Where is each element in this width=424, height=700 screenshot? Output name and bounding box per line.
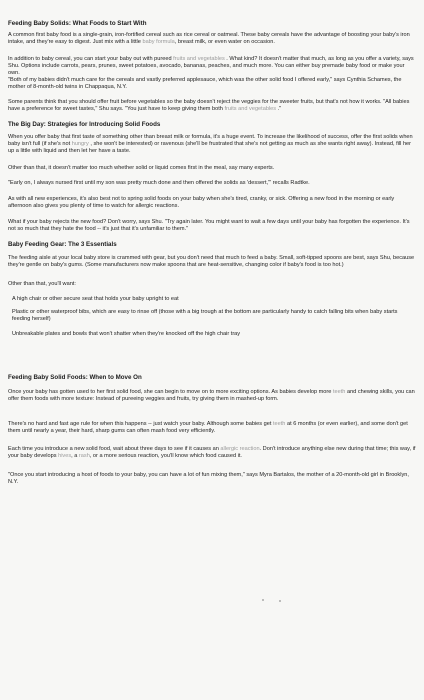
paragraph: As with all new experiences, it's also best not to spring solid foods on your baby when she's tired, cranky, or sick. Offering a new food in the morning or early afternoon also gives you plenty of time to watch for allergic reactions. [8,196,395,210]
text: . Don't introduce anything else new during that time; this way, if your baby develops [8,446,416,460]
link-hives[interactable]: hives [58,453,72,460]
paragraph: Other than that, you'll want: [8,281,76,287]
link-allergic-reaction[interactable]: allergic reaction [220,446,260,452]
text: ." [276,106,282,113]
link-fruits-and-vegetables[interactable]: fruits and vegetables [224,106,277,113]
paragraph [8,99,416,113]
paragraph [8,32,416,46]
text: Some parents think that you should offer fruit before vegetables so the baby doesn't reject the veggies for the sweeter fruits, but that's not how it works. "All babies have a preference for sweet tastes," Shu says. "You just have to keep giving them both [8,99,410,113]
scan-speck [262,599,264,601]
paragraph: What if your baby rejects the new food? Don't worry, says Shu. "Try again later. You might want to wait a few days until your baby has forgotten the experience. It's not so much that they hate the food -- it's just that it's unfamiliar to them." [8,219,410,233]
section-heading-big-day: The Big Day: Strategies for Introducing Solid Foods [8,121,161,128]
text: , a [71,453,79,460]
text: A common first baby food is a single-grain, iron-fortified cereal such as rice cereal or oatmeal. These baby cereals have the advantage of boosting your baby's iron intake, and they're easy to digest. Just mix with a little [8,32,410,46]
paragraph [8,134,416,156]
list-item: A high chair or other secure seat that holds your baby upright to eat [12,296,179,302]
text: , she won't be interested) or ravenous (she'll be frustrated that she's not getting as much as she wants right away). Instead, fill her up a little with liquid and then let her have a taste. [8,141,412,155]
paragraph [8,446,416,460]
scan-speck [279,600,281,602]
section-heading-feeding-gear: Baby Feeding Gear: The 3 Essentials [8,241,117,248]
text: , breast milk, or even water on occasion. [174,39,275,46]
text: at 6 months (or even earlier), and some don't get them until nearly a year, their hard, sharp gums can often mash food very efficiently. [8,421,408,435]
link-fruits-and-vegetables[interactable]: fruits and vegetables [173,56,225,62]
paragraph: Other than that, it doesn't matter too much whether solid or liquid comes first in the meal, say many experts. [8,165,275,171]
text: When you offer baby that first taste of something other than breast milk or formula, it's a huge event. To increase the likelihood of success, offer the first solids when baby isn't full (if she's not [8,134,413,148]
link-teeth[interactable]: teeth [272,421,286,427]
paragraph [8,56,416,78]
link-teeth[interactable]: teeth [332,389,346,395]
text: Each time you introduce a new solid food, wait about three days to see if it causes an [8,446,221,452]
text: . What kind? It doesn't matter that much, as long as you offer a variety, says Shu. Options include carrots, pears, prunes, sweet potatoes, avocado, bananas, peaches, and much more. You can either buy premade baby food or make your own. [8,56,414,77]
paragraph [8,389,416,403]
list-item: Plastic or other waterproof bibs, which are easy to rinse off (those with a big trough at the bottom are particularly handy to catch falling bits when baby starts feeding herself) [12,309,398,323]
section-heading-when-to-move-on: Feeding Baby Solid Foods: When to Move On [8,374,142,381]
section-heading-what-foods: Feeding Baby Solids: What Foods to Start With [8,20,147,27]
text: Once your baby has gotten used to her first solid food, she can begin to move on to more exciting options. As babies develop more [8,389,333,395]
text: There's no hard and fast age rule for when this happens -- just watch your baby. Although some babies get [8,421,273,427]
quote-paragraph: "Both of my babies didn't much care for the cereals and vastly preferred applesauce, which was the other solid food I offered early," says Cynthia Schames, the mother of 8-month-old twins in Chappaqua, N.Y. [8,77,402,91]
quote-paragraph: "Once you start introducing a host of foods to your baby, you can have a lot of fun mixing them," says Myra Bartalos, the mother of a 20-month-old girl in Brooklyn, N.Y. [8,472,409,486]
paragraph: The feeding aisle at your local baby store is crammed with gear, but you don't need that much to feed a baby. Small, soft-tipped spoons are best, says Shu, because they're gentle on baby's gums. (Some manufacturers now make spoons that are heat-sensitive, changing color if baby's food is too hot.) [8,255,415,269]
quote-paragraph: "Early on, I always nursed first until my son was pretty much done and then offered the solids as 'dessert,'" recalls Radtke. [8,180,310,186]
link-hungry[interactable]: hungry [71,141,89,148]
text: , or a more serious reaction, you'll know which food caused it. [89,453,242,460]
text: In addition to baby cereal, you can start your baby out with pureed [8,56,174,62]
paragraph [8,421,416,435]
text: and chewing skills, you can offer them foods with more texture: Instead of pureeing veggies and fruits, try giving them in mashed-up form. [8,389,415,403]
link-baby-formula[interactable]: baby formula [142,39,175,46]
list-item: Unbreakable plates and bowls that won't shatter when they're knocked off the high chair tray [12,331,241,337]
link-rash[interactable]: rash [78,453,90,460]
